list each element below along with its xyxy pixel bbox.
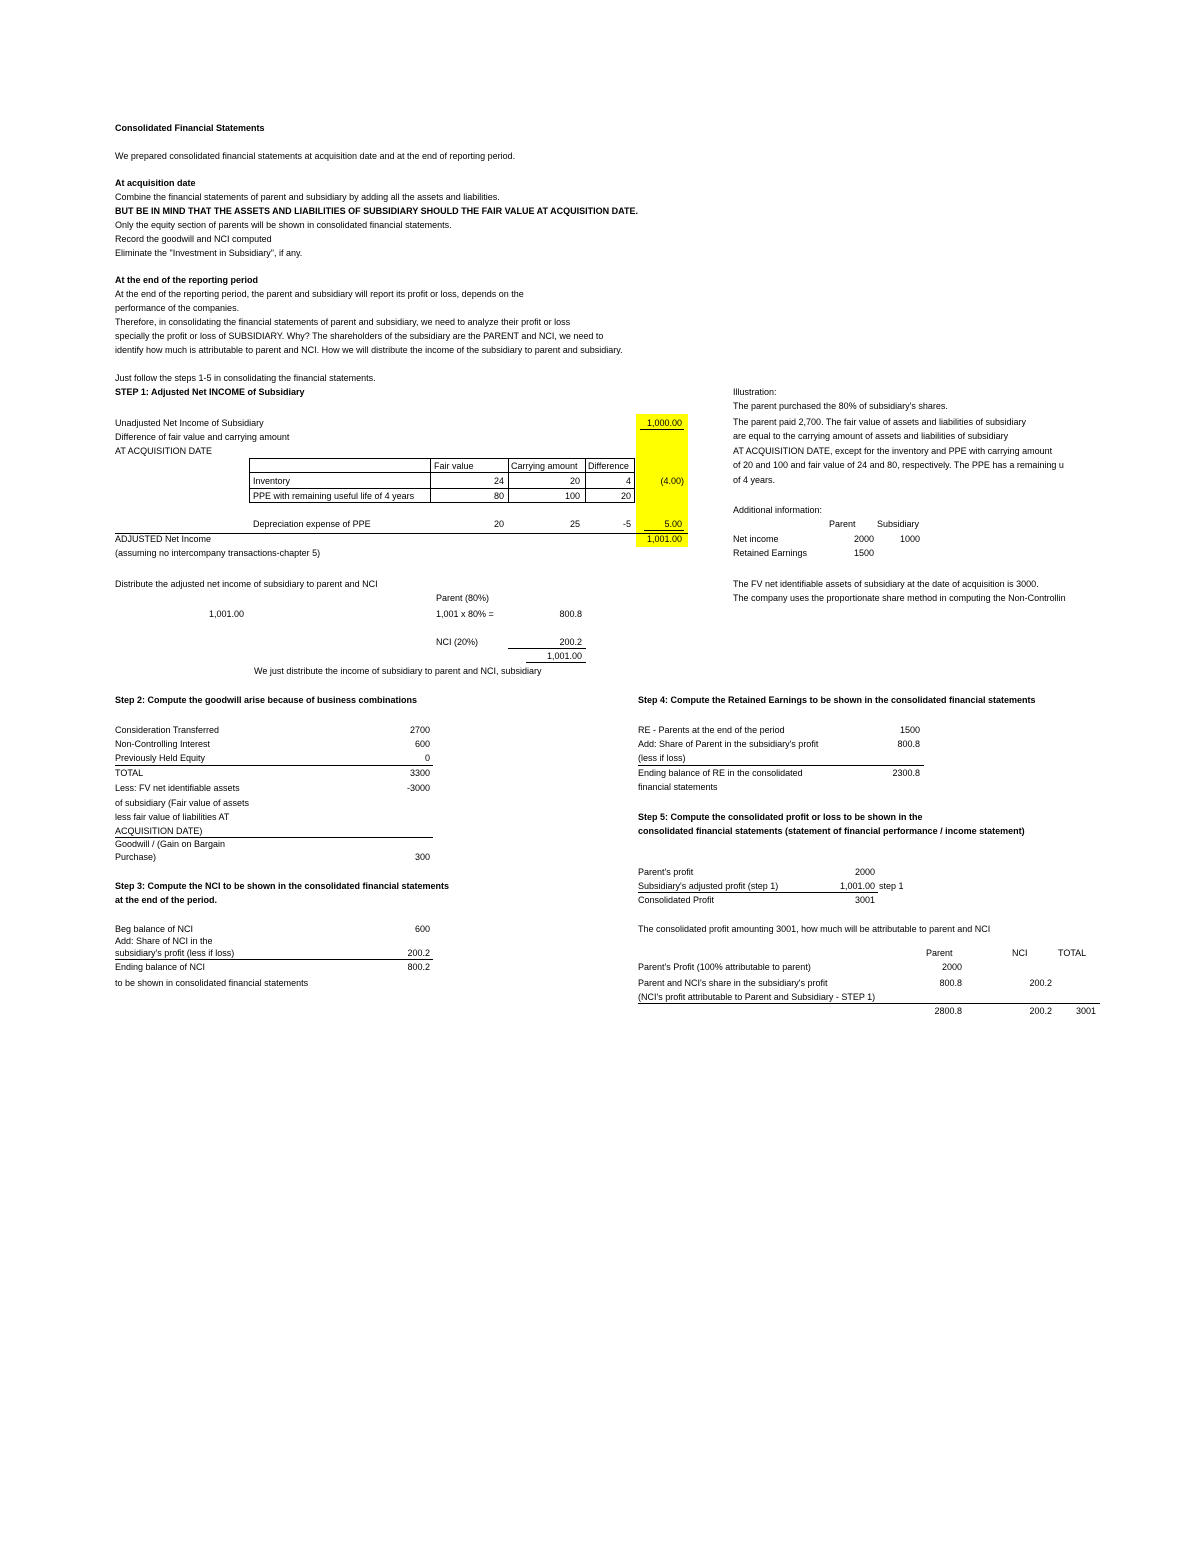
depreciation-label: Depreciation expense of PPE [253, 519, 371, 529]
period-end-line: specially the profit or loss of SUBSIDIARY. Why? The shareholders of the subsidiary are the PARENT and NCI, we need to [115, 331, 604, 341]
sub-profit-note: step 1 [879, 881, 904, 891]
additional-re-parent: 1500 [853, 548, 874, 558]
parent-profit-value: 2000 [854, 867, 875, 877]
adjusted-value: 1,001.00 [646, 534, 682, 544]
illustration-line: are equal to the carrying amount of assets and liabilities of subsidiary [733, 431, 1009, 441]
step2-less-cont: less fair value of liabilities AT [115, 812, 230, 822]
period-end-line: identify how much is attributable to parent and NCI. How we will distribute the income of the subsidiary to parent and subsidiary. [115, 345, 623, 355]
attr-row2-label2: (NCI's profit attributable to Parent and Subsidiary - STEP 1) [638, 992, 876, 1002]
step2-row-value: 0 [424, 753, 430, 763]
nci-add-label2: subsidiary's profit (less if loss) [115, 948, 235, 958]
additional-net-income-label: Net income [733, 534, 779, 544]
period-end-line: performance of the companies. [115, 303, 240, 313]
step2-total-value: 3300 [409, 768, 430, 778]
distribute-total: 1,001.00 [546, 651, 582, 661]
re-end-label2: financial statements [638, 782, 718, 792]
col-header-difference: Difference [588, 461, 629, 471]
step2-row-label: Previously Held Equity [115, 753, 206, 763]
nci-beg-value: 600 [414, 924, 430, 934]
goodwill-label: Goodwill / (Gain on Bargain [115, 839, 226, 849]
goodwill-label: Purchase) [115, 852, 157, 862]
nci-beg-label: Beg balance of NCI [115, 924, 194, 934]
method-line: The company uses the proportionate share method in computing the Non-Controllin [733, 593, 1066, 603]
attr-row1-parent: 2000 [941, 962, 962, 972]
step2-less-cont: of subsidiary (Fair value of assets [115, 798, 250, 808]
acquisition-heading: At acquisition date [115, 178, 196, 188]
parent-profit-label: Parent's profit [638, 867, 694, 877]
step2-less-value: -3000 [406, 783, 430, 793]
assumption-note: (assuming no intercompany transactions-chapter 5) [115, 548, 321, 558]
illustration-line: AT ACQUISITION DATE, except for the inventory and PPE with carrying amount [733, 446, 1053, 456]
re-end-label: Ending balance of RE in the consolidated [638, 768, 803, 778]
step2-title: Step 2: Compute the goodwill arise because of business combinations [115, 695, 418, 705]
re-value: 1500 [899, 725, 920, 735]
nci-end-label: Ending balance of NCI [115, 962, 206, 972]
attr-row1-label: Parent's Profit (100% attributable to parent) [638, 962, 811, 972]
acquisition-line: Combine the financial statements of parent and subsidiary by adding all the assets and liabilities. [115, 192, 500, 202]
illustration-line: The parent paid 2,700. The fair value of assets and liabilities of subsidiary [733, 417, 1027, 427]
page-title: Consolidated Financial Statements [115, 123, 265, 133]
period-end-heading: At the end of the reporting period [115, 275, 258, 285]
depreciation-adjustment: 5.00 [664, 519, 682, 529]
step2-total-label: TOTAL [115, 768, 144, 778]
step4-title: Step 4: Compute the Retained Earnings to be shown in the consolidated financial statements [638, 695, 1036, 705]
row-inventory-diff: 4 [625, 476, 631, 486]
distribute-nci-label: NCI (20%) [436, 637, 479, 647]
attr-row2-nci: 200.2 [1029, 978, 1052, 988]
acquisition-line: BUT BE IN MIND THAT THE ASSETS AND LIABILITIES OF SUBSIDIARY SHOULD THE FAIR VALUE AT ACQUISITION DATE. [115, 206, 639, 216]
distribute-formula: 1,001 x 80% = [436, 609, 494, 619]
attr-col-nci: NCI [1012, 948, 1028, 958]
attr-row2-parent: 800.8 [939, 978, 962, 988]
goodwill-value: 300 [414, 852, 430, 862]
re-end-value: 2300.8 [892, 768, 920, 778]
nci-add-label: Add: Share of NCI in the [115, 936, 213, 946]
attr-col-parent: Parent [926, 948, 953, 958]
row-ppe-label: PPE with remaining useful life of 4 years [253, 491, 415, 501]
re-add-label: Add: Share of Parent in the subsidiary's profit [638, 739, 819, 749]
sub-profit-label: Subsidiary's adjusted profit (step 1) [638, 881, 779, 891]
sub-profit-value: 1,001.00 [839, 881, 875, 891]
illustration-line: of 4 years. [733, 475, 776, 485]
attr-row2-label: Parent and NCI's share in the subsidiary's profit [638, 978, 828, 988]
col-header-carrying-amount: Carrying amount [511, 461, 578, 471]
re-label: RE - Parents at the end of the period [638, 725, 785, 735]
col-header-fair-value: Fair value [434, 461, 474, 471]
additional-heading: Additional information: [733, 505, 823, 515]
depreciation-ca: 25 [569, 519, 580, 529]
adjusted-label: ADJUSTED Net Income [115, 534, 212, 544]
step2-row-value: 600 [414, 739, 430, 749]
additional-net-income-sub: 1000 [899, 534, 920, 544]
nci-add-value: 200.2 [407, 948, 430, 958]
distribute-parent-label: Parent (80%) [436, 593, 490, 603]
additional-net-income-parent: 2000 [853, 534, 874, 544]
acquisition-line: Only the equity section of parents will be shown in consolidated financial statements. [115, 220, 452, 230]
intro-text: We prepared consolidated financial statements at acquisition date and at the end of reporting period. [115, 151, 516, 161]
unadjusted-label: Unadjusted Net Income of Subsidiary [115, 418, 264, 428]
step2-row-value: 2700 [409, 725, 430, 735]
depreciation-fv: 20 [493, 519, 504, 529]
distribute-note: We just distribute the income of subsidiary to parent and NCI, subsidiary [254, 666, 542, 676]
step3-title: Step 3: Compute the NCI to be shown in the consolidated financial statements [115, 881, 450, 891]
attr-total-total: 3001 [1075, 1006, 1096, 1016]
distribute-parent-value: 800.8 [559, 609, 582, 619]
fv-net-assets-line: The FV net identifiable assets of subsidiary at the date of acquisition is 3000. [733, 579, 1039, 589]
row-ppe-ca: 100 [564, 491, 580, 501]
attributable-line: The consolidated profit amounting 3001, how much will be attributable to parent and NCI [638, 924, 991, 934]
step1-title: STEP 1: Adjusted Net INCOME of Subsidiary [115, 387, 305, 397]
row-inventory-ca: 20 [569, 476, 580, 486]
period-end-line: At the end of the reporting period, the parent and subsidiary will report its profit or loss, depends on the [115, 289, 524, 299]
acquisition-line: Record the goodwill and NCI computed [115, 234, 272, 244]
follow-steps: Just follow the steps 1-5 in consolidating the financial statements. [115, 373, 376, 383]
row-inventory-label: Inventory [253, 476, 291, 486]
step2-row-label: Consideration Transferred [115, 725, 220, 735]
additional-col-parent: Parent [829, 519, 856, 529]
step2-less-label: Less: FV net identifiable assets [115, 783, 240, 793]
illustration-heading: Illustration: [733, 387, 777, 397]
attr-total-parent: 2800.8 [934, 1006, 962, 1016]
difference-label: Difference of fair value and carrying amount [115, 432, 290, 442]
nci-end-value: 800.2 [407, 962, 430, 972]
unadjusted-value: 1,000.00 [646, 418, 682, 428]
row-ppe-fv: 80 [493, 491, 504, 501]
distribute-base: 1,001.00 [208, 609, 244, 619]
row-inventory-fv: 24 [493, 476, 504, 486]
row-ppe-diff: 20 [620, 491, 631, 501]
attr-total-nci: 200.2 [1029, 1006, 1052, 1016]
consolidated-profit-label: Consolidated Profit [638, 895, 715, 905]
re-add-value: 800.8 [897, 739, 920, 749]
step5-title: Step 5: Compute the consolidated profit or loss to be shown in the [638, 812, 923, 822]
step5-subtitle: consolidated financial statements (statement of financial performance / income statement) [638, 826, 1025, 836]
additional-col-subsidiary: Subsidiary [877, 519, 920, 529]
inventory-adjustment: (4.00) [660, 476, 684, 486]
re-add-label2: (less if loss) [638, 753, 686, 763]
illustration-line: The parent purchased the 80% of subsidiary's shares. [733, 401, 948, 411]
step3-subtitle: at the end of the period. [115, 895, 218, 905]
acquisition-line: Eliminate the "Investment in Subsidiary", if any. [115, 248, 303, 258]
step2-row-label: Non-Controlling Interest [115, 739, 211, 749]
consolidated-profit-value: 3001 [854, 895, 875, 905]
at-acquisition-label: AT ACQUISITION DATE [115, 446, 213, 456]
period-end-line: Therefore, in consolidating the financial statements of parent and subsidiary, we need to analyze their profit or loss [115, 317, 571, 327]
distribute-nci-value: 200.2 [559, 637, 582, 647]
depreciation-diff: -5 [622, 519, 631, 529]
step2-less-cont: ACQUISITION DATE) [115, 826, 203, 836]
attr-col-total: TOTAL [1058, 948, 1087, 958]
additional-re-label: Retained Earnings [733, 548, 808, 558]
illustration-line: of 20 and 100 and fair value of 24 and 80, respectively. The PPE has a remaining u [733, 460, 1064, 470]
distribute-heading: Distribute the adjusted net income of subsidiary to parent and NCI [115, 579, 378, 589]
nci-note: to be shown in consolidated financial statements [115, 978, 309, 988]
